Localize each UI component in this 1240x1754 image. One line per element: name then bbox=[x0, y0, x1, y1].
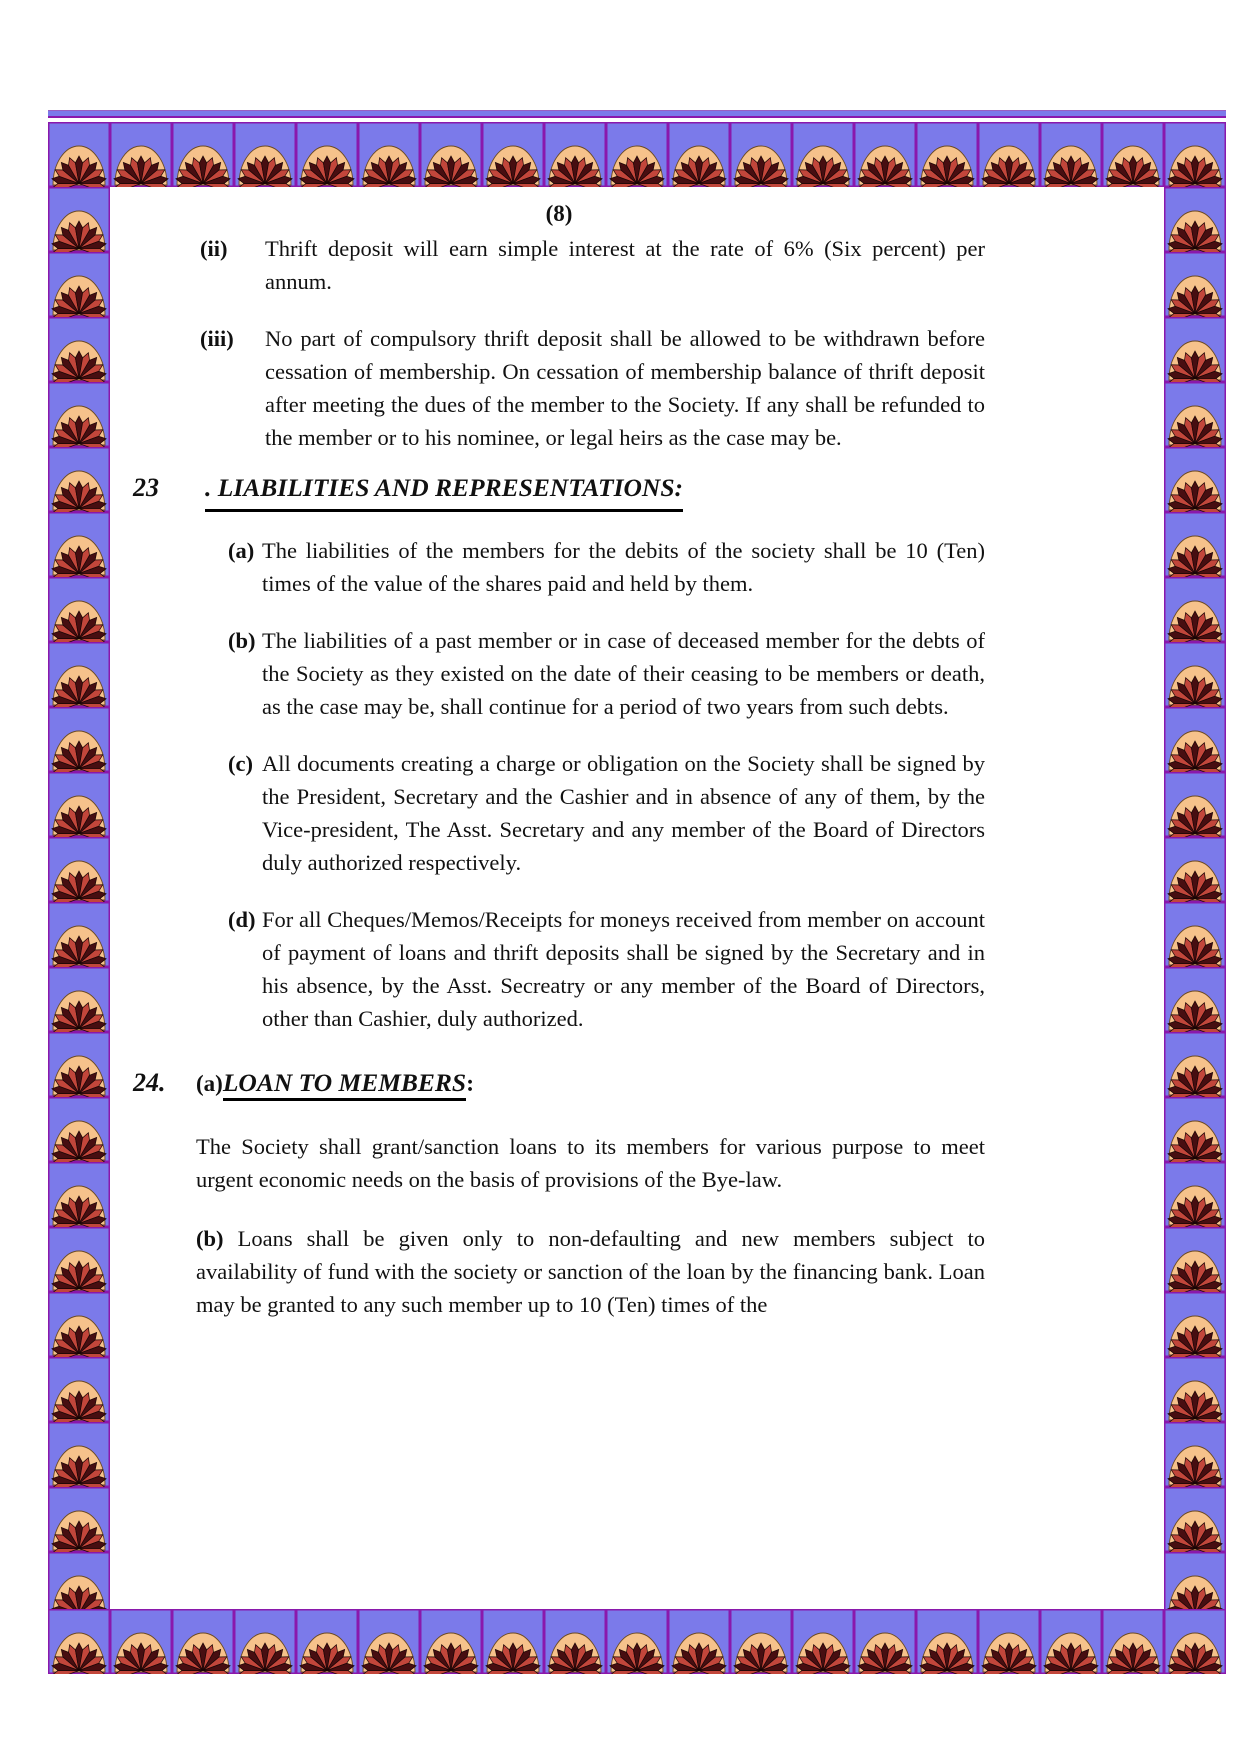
section-24-paragraph-1 bbox=[196, 1130, 985, 1196]
fan-tile-icon bbox=[234, 1609, 296, 1674]
fan-tile-icon bbox=[606, 1609, 668, 1674]
fan-tile-icon bbox=[48, 1422, 110, 1487]
section-24-title-colon: : bbox=[466, 1071, 475, 1097]
fan-tile-icon bbox=[1164, 1162, 1226, 1227]
fan-tile-icon bbox=[482, 122, 544, 187]
clause-23a bbox=[228, 534, 985, 600]
fan-tile-icon bbox=[48, 1162, 110, 1227]
section-23-title: . LIABILITIES AND REPRESENTATIONS: bbox=[205, 468, 683, 512]
fan-tile-icon bbox=[1164, 447, 1226, 512]
fan-tile-icon bbox=[48, 122, 110, 187]
decorative-border-bottom bbox=[48, 1609, 1226, 1674]
fan-tile-icon bbox=[48, 252, 110, 317]
section-23-heading bbox=[133, 468, 985, 512]
fan-tile-icon bbox=[48, 772, 110, 837]
fan-tile-icon bbox=[48, 1292, 110, 1357]
fan-tile-icon bbox=[48, 577, 110, 642]
fan-tile-icon bbox=[668, 122, 730, 187]
fan-tile-icon bbox=[544, 1609, 606, 1674]
page-number: (8) bbox=[545, 201, 573, 226]
fan-tile-icon bbox=[172, 122, 234, 187]
fan-tile-icon bbox=[1164, 1227, 1226, 1292]
fan-tile-icon bbox=[48, 512, 110, 577]
section-24-title: LOAN TO MEMBERS bbox=[223, 1068, 466, 1101]
fan-tile-icon bbox=[1164, 1292, 1226, 1357]
fan-tile-icon bbox=[1164, 902, 1226, 967]
fan-tile-icon bbox=[1164, 772, 1226, 837]
fan-tile-icon bbox=[854, 1609, 916, 1674]
fan-tile-icon bbox=[1164, 967, 1226, 1032]
clause-ii bbox=[200, 232, 985, 298]
fan-tile-icon bbox=[48, 1097, 110, 1162]
fan-tile-icon bbox=[792, 122, 854, 187]
fan-tile-icon bbox=[234, 122, 296, 187]
clause-iii-text: No part of compulsory thrift deposit shall be allowed to be withdrawn before cessation of membership. On cessation of membership balance of thrift deposit after meeting the dues of the member to the Society. If any shall be refunded to the member or to his nominee, or legal heirs as the case may be. bbox=[265, 326, 985, 450]
fan-tile-icon bbox=[110, 122, 172, 187]
fan-tile-icon bbox=[48, 1032, 110, 1097]
section-24-clause-b-label: (b) bbox=[196, 1226, 224, 1251]
section-24-number: 24. bbox=[133, 1068, 166, 1097]
fan-tile-icon bbox=[1102, 1609, 1164, 1674]
fan-tile-icon bbox=[1164, 577, 1226, 642]
fan-tile-icon bbox=[296, 1609, 358, 1674]
fan-tile-icon bbox=[420, 1609, 482, 1674]
fan-tile-icon bbox=[48, 1487, 110, 1552]
clause-23b-text: The liabilities of a past member or in case of deceased member for the debts of the Society as they existed on the date of their ceasing to be members or death, as the case may be, shall continue for a period of two years from such debts. bbox=[262, 628, 985, 719]
fan-tile-icon bbox=[1164, 512, 1226, 577]
fan-tile-icon bbox=[1164, 1552, 1226, 1609]
fan-tile-icon bbox=[48, 707, 110, 772]
fan-tile-icon bbox=[48, 1227, 110, 1292]
fan-tile-icon bbox=[854, 122, 916, 187]
fan-tile-icon bbox=[482, 1609, 544, 1674]
fan-tile-icon bbox=[48, 382, 110, 447]
fan-tile-icon bbox=[48, 902, 110, 967]
section-24-clause-b bbox=[196, 1222, 985, 1321]
clause-23a-label: (a) bbox=[228, 538, 255, 563]
fan-tile-icon bbox=[110, 1609, 172, 1674]
fan-tile-icon bbox=[48, 1609, 110, 1674]
fan-tile-icon bbox=[48, 187, 110, 252]
section-24-paragraph-1-text: The Society shall grant/sanction loans to its members for various purpose to meet urgent economic needs on the basis of provisions of the Bye-law. bbox=[196, 1134, 985, 1192]
fan-tile-icon bbox=[48, 317, 110, 382]
fan-tile-icon bbox=[544, 122, 606, 187]
fan-tile-icon bbox=[358, 1609, 420, 1674]
clause-23d-label: (d) bbox=[228, 907, 256, 932]
fan-tile-icon bbox=[420, 122, 482, 187]
fan-tile-icon bbox=[916, 1609, 978, 1674]
fan-tile-icon bbox=[1102, 122, 1164, 187]
clause-23c bbox=[228, 747, 985, 879]
fan-tile-icon bbox=[1164, 1097, 1226, 1162]
section-24-sub-label: (a) bbox=[196, 1071, 223, 1096]
fan-tile-icon bbox=[172, 1609, 234, 1674]
fan-tile-icon bbox=[978, 1609, 1040, 1674]
clause-23c-text: All documents creating a charge or obligation on the Society shall be signed by the President, Secretary and the Cashier and in absence of any of them, by the Vice-president, The Asst. Secretary and any member of the Board of Directors duly authorized respectively. bbox=[262, 751, 985, 875]
fan-tile-icon bbox=[1164, 252, 1226, 317]
fan-tile-icon bbox=[48, 967, 110, 1032]
fan-tile-icon bbox=[1164, 1032, 1226, 1097]
section-23-number: 23 bbox=[133, 473, 159, 502]
decorative-border-right bbox=[1164, 187, 1226, 1609]
fan-tile-icon bbox=[358, 122, 420, 187]
fan-tile-icon bbox=[1164, 837, 1226, 902]
fan-tile-icon bbox=[606, 122, 668, 187]
decorative-border-left bbox=[48, 187, 110, 1609]
clause-iii-label: (iii) bbox=[200, 326, 234, 351]
fan-tile-icon bbox=[48, 1357, 110, 1422]
fan-tile-icon bbox=[1164, 1609, 1226, 1674]
clause-ii-text: Thrift deposit will earn simple interest at the rate of 6% (Six percent) per annum. bbox=[265, 236, 985, 294]
fan-tile-icon bbox=[730, 122, 792, 187]
clause-23a-text: The liabilities of the members for the debits of the society shall be 10 (Ten) times of the value of the shares paid and held by them. bbox=[262, 538, 985, 596]
fan-tile-icon bbox=[1164, 642, 1226, 707]
clause-23b-label: (b) bbox=[228, 628, 256, 653]
fan-tile-icon bbox=[1164, 1422, 1226, 1487]
section-24-clause-b-text: Loans shall be given only to non-defaulting and new members subject to availability of fund with the society or sanction of the loan by the financing bank. Loan may be granted to any such member up to 10 (Ten) times of the bbox=[196, 1226, 985, 1317]
fan-tile-icon bbox=[296, 122, 358, 187]
fan-tile-icon bbox=[978, 122, 1040, 187]
document-content bbox=[133, 197, 985, 1321]
fan-tile-icon bbox=[1040, 122, 1102, 187]
fan-tile-icon bbox=[1164, 317, 1226, 382]
fan-tile-icon bbox=[792, 1609, 854, 1674]
fan-tile-icon bbox=[48, 447, 110, 512]
fan-tile-icon bbox=[1164, 707, 1226, 772]
clause-23d bbox=[228, 903, 985, 1035]
fan-tile-icon bbox=[1164, 187, 1226, 252]
clause-iii bbox=[200, 322, 985, 454]
clause-23c-label: (c) bbox=[228, 751, 253, 776]
fan-tile-icon bbox=[916, 122, 978, 187]
decorative-border-top bbox=[48, 122, 1226, 187]
fan-tile-icon bbox=[1164, 122, 1226, 187]
fan-tile-icon bbox=[1164, 1487, 1226, 1552]
clause-23b bbox=[228, 624, 985, 723]
fan-tile-icon bbox=[48, 837, 110, 902]
fan-tile-icon bbox=[668, 1609, 730, 1674]
fan-tile-icon bbox=[730, 1609, 792, 1674]
clause-ii-label: (ii) bbox=[200, 236, 228, 261]
section-24-heading bbox=[133, 1063, 985, 1104]
clause-23d-text: For all Cheques/Memos/Receipts for moneys received from member on account of payment of loans and thrift deposits shall be signed by the Secretary and in his absence, by the Asst. Secreatry or any member of the Board of Directors, other than Cashier, duly authorized. bbox=[262, 907, 985, 1031]
fan-tile-icon bbox=[48, 1552, 110, 1609]
fan-tile-icon bbox=[1164, 382, 1226, 447]
fan-tile-icon bbox=[1164, 1357, 1226, 1422]
border-top-sliver bbox=[48, 110, 1226, 118]
fan-tile-icon bbox=[48, 642, 110, 707]
fan-tile-icon bbox=[1040, 1609, 1102, 1674]
